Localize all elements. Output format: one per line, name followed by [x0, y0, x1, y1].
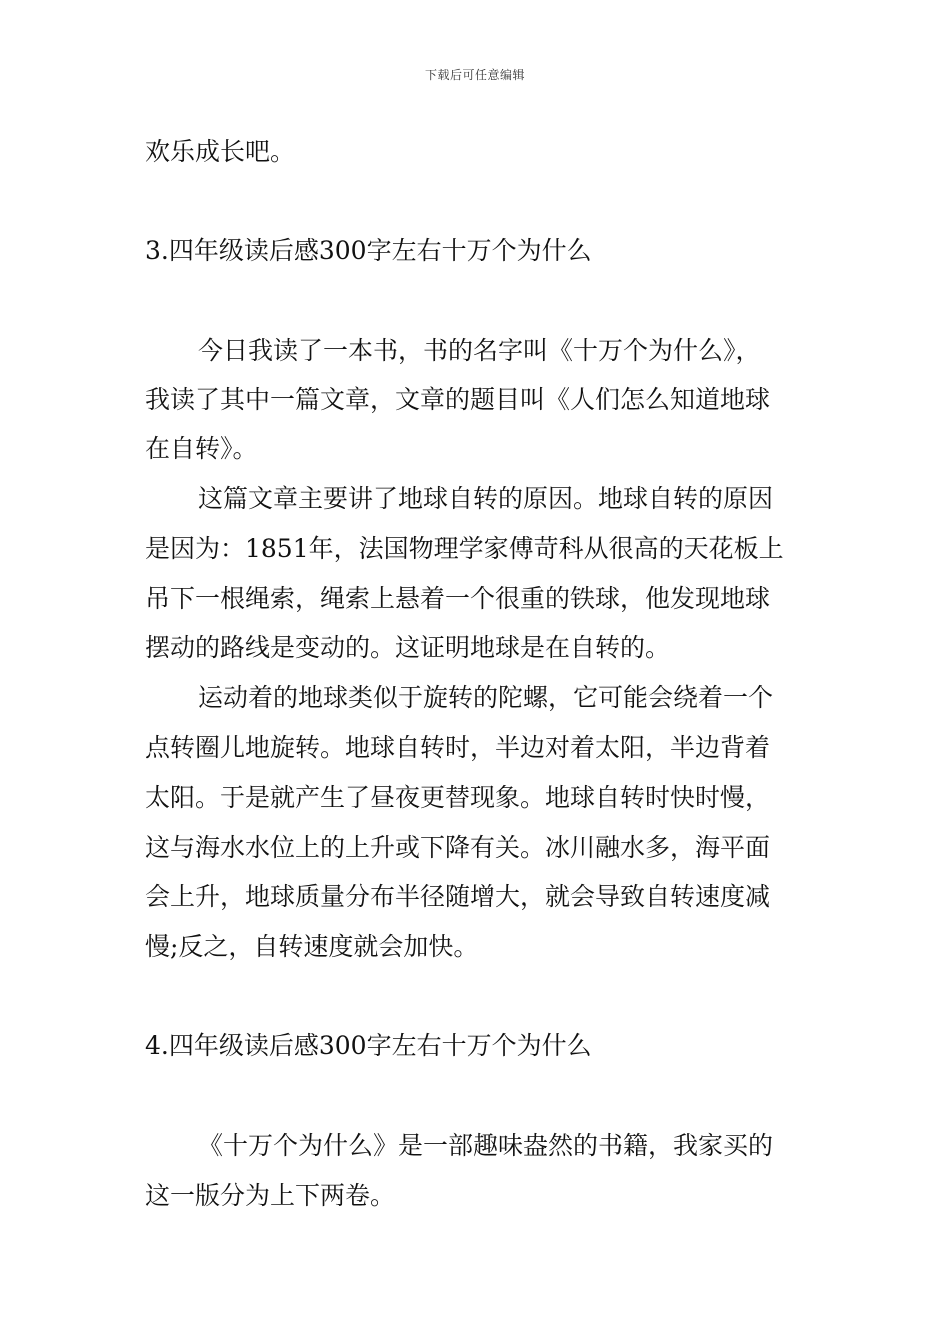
text-line: 摆动的路线是变动的。这证明地球是在自转的。 [145, 633, 671, 662]
text-line: 运动着的地球类似于旋转的陀螺，它可能会绕着一个 [198, 683, 774, 712]
text-line: 这与海水水位上的上升或下降有关。冰川融水多，海平面 [145, 833, 771, 862]
text-line: 点转圈儿地旋转。地球自转时，半边对着太阳，半边背着 [145, 733, 771, 762]
text-line: 今日我读了一本书，书的名字叫《十万个为什么》， [198, 336, 761, 365]
text-line: 这一版分为上下两卷。 [145, 1181, 396, 1210]
section-heading: 4.四年级读后感300字左右十万个为什么 [145, 1031, 592, 1060]
section-heading: 3.四年级读后感300字左右十万个为什么 [145, 236, 592, 265]
text-line: 这篇文章主要讲了地球自转的原因。地球自转的原因 [198, 484, 774, 513]
text-line: 太阳。于是就产生了昼夜更替现象。地球自转时快时慢， [145, 783, 771, 812]
text-line: 《十万个为什么》是一部趣味盎然的书籍，我家买的 [198, 1131, 774, 1160]
text-line: 是因为：1851年，法国物理学家傅苛科从很高的天花板上 [145, 534, 784, 563]
text-line: 欢乐成长吧。 [145, 137, 296, 166]
text-line: 会上升，地球质量分布半径随增大，就会导致自转速度减 [145, 882, 771, 911]
text-line: 慢;反之，自转速度就会加快。 [145, 932, 479, 961]
text-line: 吊下一根绳索，绳索上悬着一个很重的铁球，他发现地球 [145, 584, 771, 613]
header-note: 下载后可任意编辑 [424, 68, 525, 82]
text-line: 我读了其中一篇文章，文章的题目叫《人们怎么知道地球 [145, 385, 771, 414]
text-line: 在自转》。 [145, 434, 258, 463]
